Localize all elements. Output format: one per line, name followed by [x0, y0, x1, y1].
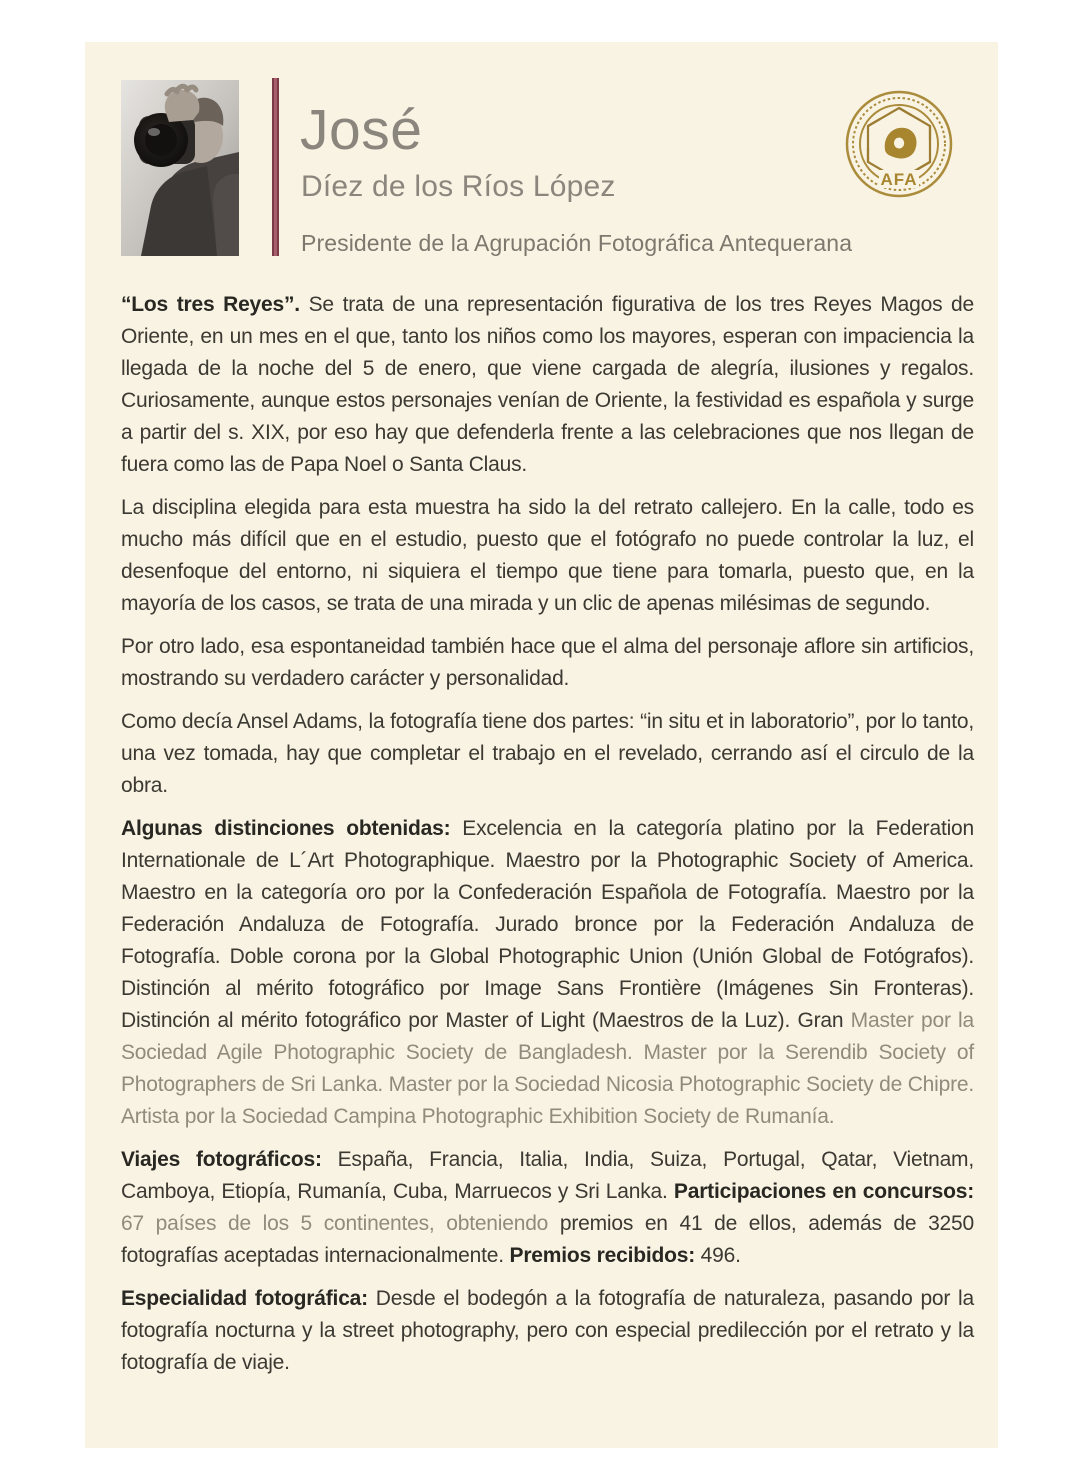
paragraph-los-tres-reyes: [121, 289, 974, 481]
text-segment-normal: La disciplina elegida para esta muestra ha sido la del retrato callejero. En la calle, todo es mucho más difícil que en el estudio, puesto que el fotógrafo no puede controlar la luz, el desenfoque del entorno, ni siquiera el tiempo que tiene para tomarla, puesto que, en la mayoría de los casos, se trata de una mirada y un clic de apenas milésimas de segundo.: [121, 496, 974, 615]
afa-monogram: [885, 128, 917, 159]
header: [85, 42, 998, 289]
text-segment-bold: Especialidad fotográfica:: [121, 1287, 376, 1310]
lens-highlight: [148, 128, 160, 136]
text-segment-normal: Se trata de una representación figurativa de los tres Reyes Magos de Oriente, en un mes en el que, tanto los niños como los mayores, esperan con impaciencia la llegada de la noche del 5 de enero, que viene cargada de alegría, ilusiones y regalos. Curiosamente, aunque estos personajes venían de Oriente, la festividad es española y surge a partir del s. XIX, por eso hay que defenderla frente a las celebraciones que nos llegan de fuera como las de Papa Noel o Santa Claus.: [121, 293, 974, 476]
text-segment-bold: Participaciones en concursos:: [673, 1180, 974, 1203]
text-segment-normal: Desde el bodegón a la fotografía de naturaleza, pasando por la fotografía nocturna y la street photography, pero con especial predilección por el retrato y la fotografía de viaje.: [121, 1287, 975, 1374]
text-segment-accent: Master por la Sociedad Agile Photographic Society de Bangladesh. Master por la Serendib Society of Photographers de Sri Lanka. Master por la Sociedad Nicosia Photographic Society de Chipre. Artista por la Sociedad Campina Photographic Exhibition Society de Rumanía.: [121, 1009, 975, 1128]
text-segment-normal: Excelencia en la categoría platino por la Federation Internationale de L´Art Photographique. Maestro por la Photographic Society of America. Maestro en la categoría oro por la Confederación Española de Fotografía. Maestro por la Federación Andaluza de Fotografía. Jurado bronce por la Federación Andaluza de Fotografía. Doble corona por la Global Photographic Union (Unión Global de Fotógrafos). Distinción al mérito fotográfico por Image Sans Frontière (Imágenes Sin Fronteras). Distinción al mérito fotográfico por Master of Light (Maestros de la Luz). Gran: [121, 817, 975, 1032]
last-name-heading: Díez de los Ríos López: [301, 170, 616, 203]
paragraph-disciplina: [121, 492, 974, 620]
text-segment-normal: Por otro lado, esa espontaneidad también hace que el alma del personaje aflore sin artificios, mostrando su verdadero carácter y personalidad.: [121, 635, 974, 690]
name-divider: [272, 78, 279, 256]
paragraph-especialidad: [121, 1283, 974, 1379]
text-segment-normal: 496.: [700, 1244, 741, 1267]
text-segment-bold: Viajes fotográficos:: [121, 1148, 338, 1171]
text-segment-normal: España, Francia, Italia, India, Suiza, Portugal, Qatar, Vietnam, Camboya, Etiopía, Rumanía, Cuba, Marruecos y Sri Lanka.: [121, 1148, 974, 1203]
afa-logo: [843, 88, 955, 200]
paragraph-ansel-adams: [121, 706, 974, 802]
paragraph-espontaneidad: [121, 631, 974, 695]
arm-shape: [213, 174, 239, 256]
paragraph-viajes: [121, 1144, 974, 1272]
first-name-heading: José: [300, 98, 423, 162]
bio-card: [85, 42, 998, 1448]
text-segment-normal: Como decía Ansel Adams, la fotografía tiene dos partes: “in situ et in laboratorio”, por lo tanto, una vez tomada, hay que completar el trabajo en el revelado, cerrando así el circulo de la obra.: [121, 710, 974, 797]
text-segment-accent: 67 países de los 5 continentes, obteniendo: [121, 1212, 560, 1235]
text-segment-bold: Algunas distinciones obtenidas:: [121, 817, 463, 840]
role-title: Presidente de la Agrupación Fotográfica Antequerana: [301, 230, 853, 256]
text-segment-normal: premios en 41 de ellos, además de 3250 fotografías aceptadas internacionalmente.: [121, 1212, 974, 1267]
hand-shape: [165, 90, 200, 122]
photographer-portrait-image: [121, 80, 239, 256]
text-segment-bold: Premios recibidos:: [509, 1244, 701, 1267]
lens-inner: [145, 124, 177, 156]
text-segment-bold: “Los tres Reyes”.: [121, 293, 309, 316]
afa-label: AFA: [880, 170, 918, 189]
paragraph-distinciones: [121, 813, 974, 1133]
afa-logo-icon: [843, 88, 955, 200]
profile-photo: [121, 80, 239, 256]
biography-text: [85, 289, 998, 1379]
